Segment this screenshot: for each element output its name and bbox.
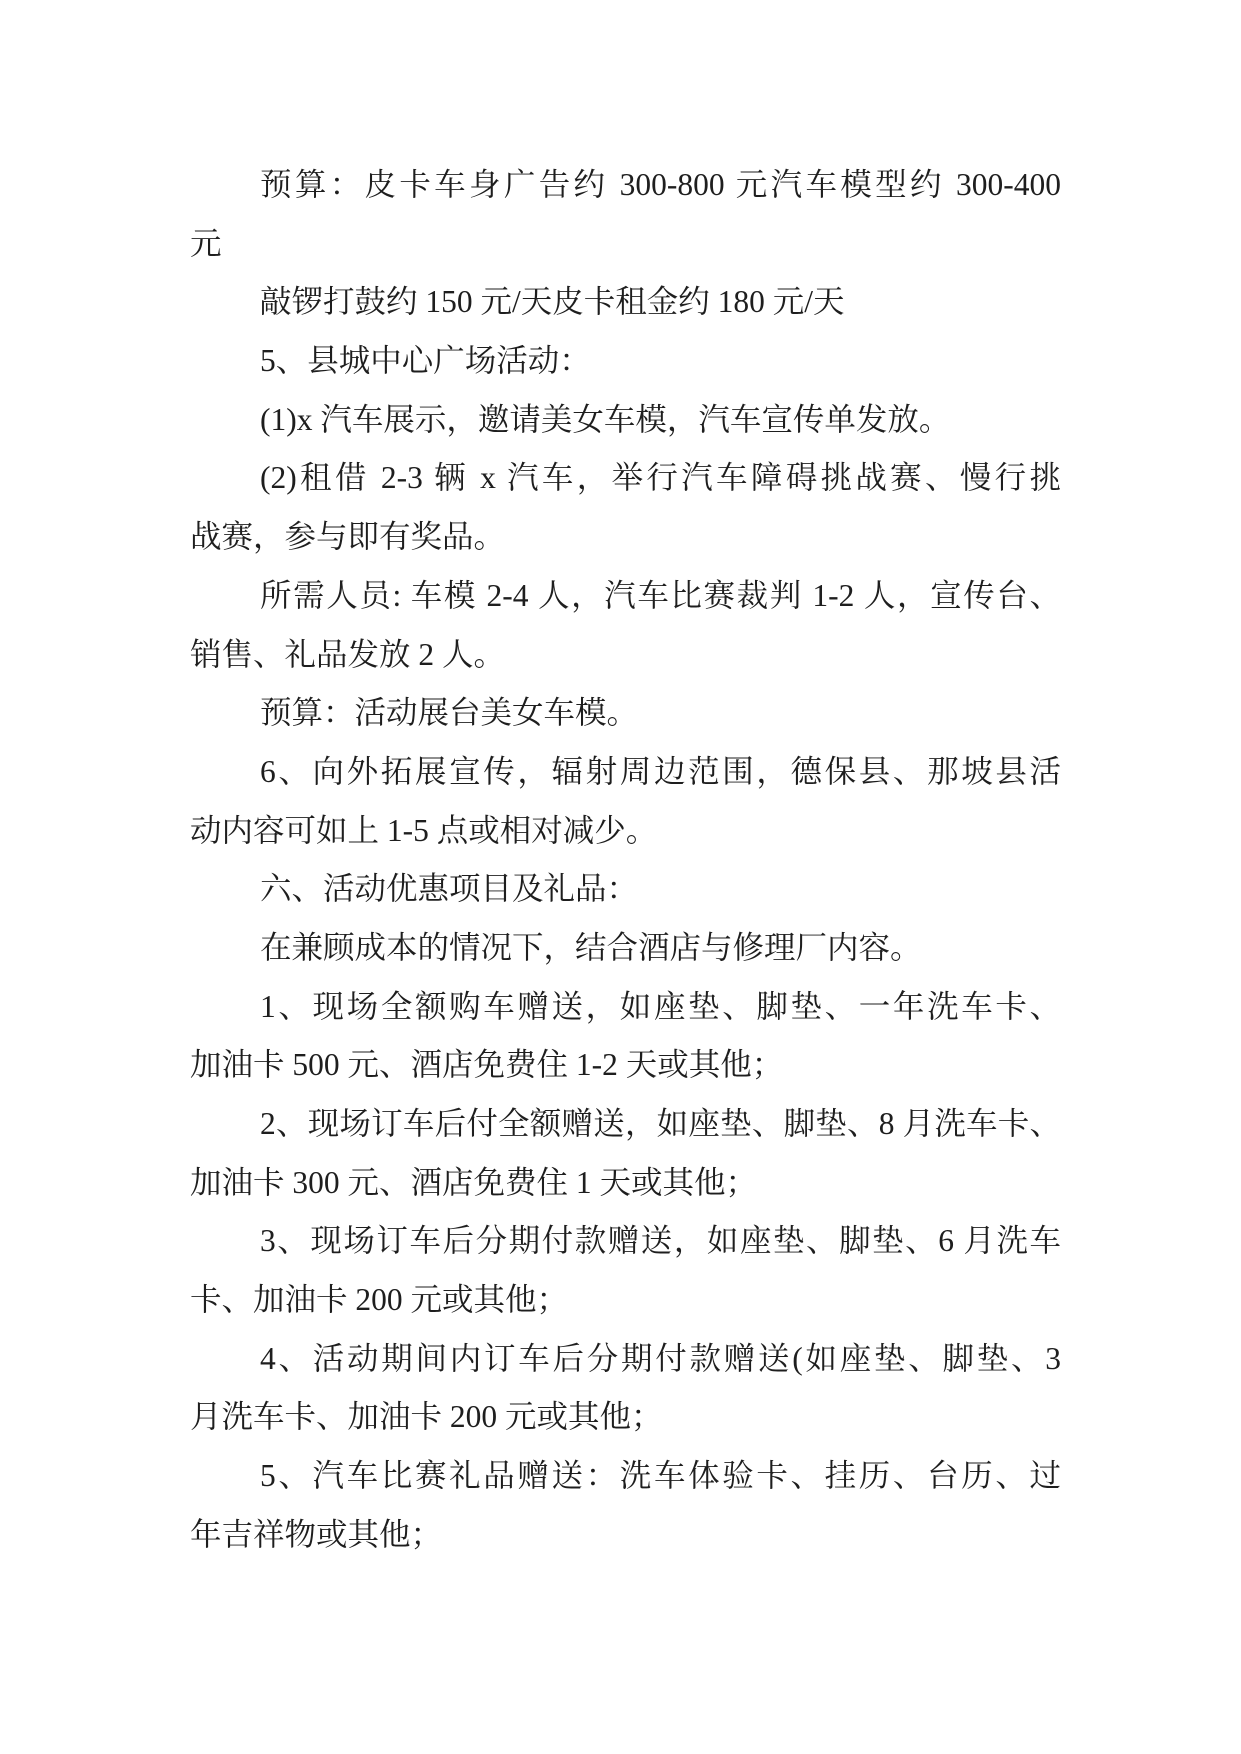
paragraph-staff: [190, 567, 1061, 684]
text-line: 元: [190, 225, 222, 261]
text-line: 六、活动优惠项目及礼品：: [260, 871, 639, 907]
paragraph-heading-offers: [190, 860, 1061, 919]
text-line: 6、向外拓展宣传，辐射周边范围，德保县、那坡县活: [260, 753, 1061, 789]
text-line: 战赛，参与即有奖品。: [190, 519, 506, 555]
text-line: 在兼顾成本的情况下，结合酒店与修理厂内容。: [260, 929, 922, 965]
paragraph-item-2: [190, 449, 1061, 566]
text-line: 年吉祥物或其他；: [190, 1516, 443, 1552]
text-line: 卡、加油卡 200 元或其他；: [190, 1282, 569, 1318]
text-line: (2)租借 2-3 辆 x 汽车，举行汽车障碍挑战赛、慢行挑: [260, 460, 1061, 496]
text-line: 月洗车卡、加油卡 200 元或其他；: [190, 1399, 663, 1435]
paragraph-budget-booth: [190, 684, 1061, 743]
text-line: 5、县城中心广场活动：: [260, 343, 591, 379]
text-line: 动内容可如上 1-5 点或相对减少。: [190, 812, 658, 848]
text-line: 5、汽车比赛礼品赠送：洗车体验卡、挂历、台历、过: [260, 1458, 1061, 1494]
text-line: (1)x 汽车展示，邀请美女车模，汽车宣传单发放。: [260, 401, 951, 437]
text-line: 预算：皮卡车身广告约 300-800 元汽车模型约 300-400: [260, 167, 1061, 202]
paragraph-offer-3: [190, 1212, 1061, 1329]
document-body: [190, 156, 1061, 1565]
paragraph-item-1: [190, 391, 1061, 450]
text-line: 敲锣打鼓约 150 元/天皮卡租金约 180 元/天: [260, 284, 845, 320]
text-line: 2、现场订车后付全额赠送，如座垫、脚垫、8 月洗车卡、: [260, 1106, 1061, 1141]
paragraph-budget-pickup: [190, 156, 1061, 273]
text-line: 销售、礼品发放 2 人。: [190, 636, 506, 672]
paragraph-offer-1: [190, 978, 1061, 1095]
text-line: 加油卡 300 元、酒店免费住 1 天或其他；: [190, 1164, 758, 1200]
text-line: 所需人员: 车模 2-4 人，汽车比赛裁判 1-2 人，宣传台、: [260, 577, 1061, 613]
text-line: 1、现场全额购车赠送，如座垫、脚垫、一年洗车卡、: [260, 988, 1061, 1024]
text-line: 4、活动期间内订车后分期付款赠送(如座垫、脚垫、3: [260, 1340, 1061, 1376]
text-line: 3、现场订车后分期付款赠送，如座垫、脚垫、6 月洗车: [260, 1223, 1061, 1259]
paragraph-offers-intro: [190, 919, 1061, 978]
paragraph-expansion: [190, 743, 1061, 860]
paragraph-drum-rental: [190, 273, 1061, 332]
text-line: 预算：活动展台美女车模。: [260, 695, 639, 731]
paragraph-offer-2: [190, 1095, 1061, 1212]
paragraph-offer-5: [190, 1447, 1061, 1564]
text-line: 加油卡 500 元、酒店免费住 1-2 天或其他；: [190, 1047, 784, 1083]
paragraph-heading-square-activity: [190, 332, 1061, 391]
paragraph-offer-4: [190, 1330, 1061, 1447]
